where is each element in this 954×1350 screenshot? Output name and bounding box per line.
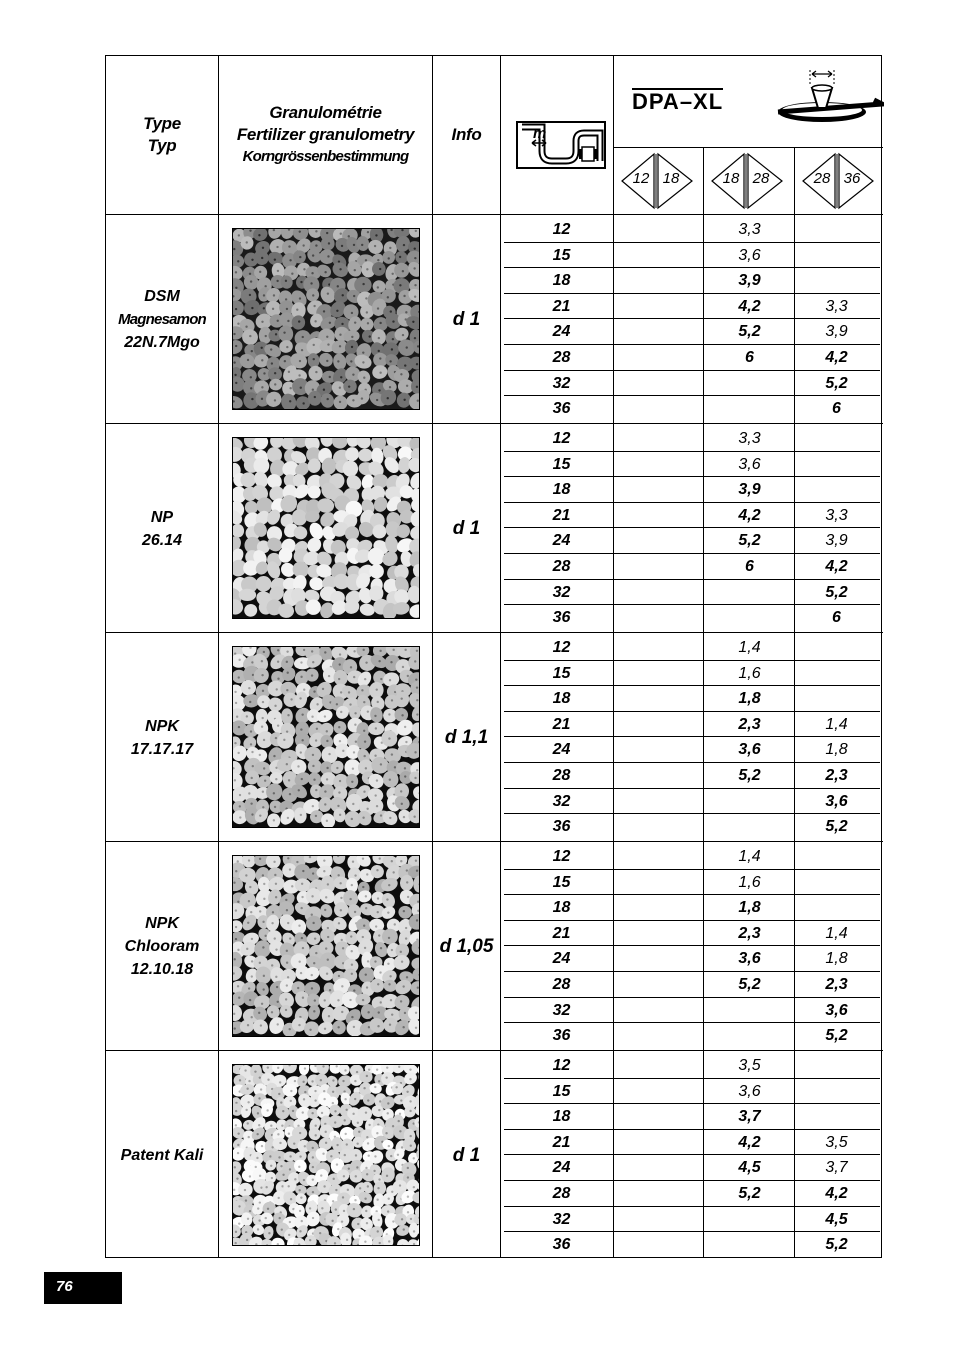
table-row	[504, 554, 880, 578]
setting-28-36: 2,3	[825, 976, 848, 993]
table-row	[504, 452, 880, 476]
working-width: 12	[552, 848, 571, 865]
setting-28-36: 5,2	[825, 583, 848, 601]
setting-28-36: 5,2	[825, 1236, 848, 1254]
table-row	[504, 580, 880, 604]
fertilizer-table	[105, 55, 882, 1258]
vane-right: 28	[752, 170, 770, 187]
setting-28-36: 6	[832, 400, 841, 418]
table-row	[504, 921, 880, 945]
setting-12-18	[619, 1232, 706, 1256]
setting-12-18	[619, 1155, 706, 1179]
product-name-line: 17.17.17	[130, 740, 194, 758]
setting-28-36: 3,5	[825, 1133, 848, 1151]
setting-18-28: 4,2	[738, 297, 761, 315]
setting-12-18	[619, 635, 706, 659]
setting-18-28: 3,6	[738, 950, 761, 968]
vane-set-3	[795, 148, 884, 214]
setting-18-28: 1,4	[738, 639, 761, 656]
tractor-width-icon	[516, 121, 606, 169]
setting-28-36	[793, 268, 880, 292]
setting-28-36: 2,3	[825, 767, 848, 784]
vane-set-1	[614, 148, 703, 214]
product-name-line: NPK	[145, 915, 179, 932]
setting-12-18	[619, 763, 706, 787]
setting-12-18	[619, 580, 706, 604]
setting-18-28	[706, 1023, 793, 1047]
density-info: d 1	[452, 308, 481, 330]
setting-18-28: 1,8	[738, 899, 761, 917]
setting-28-36	[793, 686, 880, 710]
working-width: 21	[552, 715, 571, 733]
table-row	[504, 737, 880, 761]
setting-18-28: 5,2	[738, 323, 761, 341]
setting-18-28: 5,2	[738, 1185, 761, 1202]
setting-28-36	[793, 426, 880, 450]
working-width: 12	[552, 639, 571, 656]
table-row	[504, 1232, 880, 1256]
product-name-line: Patent Kali	[120, 1147, 204, 1164]
setting-18-28	[706, 789, 793, 813]
setting-12-18	[619, 814, 706, 838]
table-row	[504, 1207, 880, 1231]
col-divider	[218, 56, 219, 1257]
type-label-fr: Type	[143, 114, 181, 133]
working-width: 18	[552, 690, 571, 708]
granulometry-label-en: Fertilizer granulometry	[236, 125, 415, 144]
vane-right: 36	[843, 170, 861, 187]
density-info: d 1,05	[439, 935, 494, 957]
type-header	[106, 56, 218, 214]
table-row	[504, 1155, 880, 1179]
setting-18-28: 1,8	[738, 690, 761, 708]
setting-12-18	[619, 921, 706, 945]
table-row	[504, 972, 880, 996]
working-width: 24	[552, 950, 571, 968]
setting-12-18	[619, 686, 706, 710]
table-row	[504, 1181, 880, 1205]
granulometry-label-de: Korngrössenbestimmung	[242, 148, 409, 165]
setting-18-28: 5,2	[738, 532, 761, 550]
setting-12-18	[619, 870, 706, 894]
setting-28-36	[793, 661, 880, 685]
vane-left: 18	[722, 170, 740, 187]
granulometry-label-fr: Granulométrie	[269, 103, 382, 122]
working-width: 21	[552, 924, 571, 942]
setting-18-28: 1,6	[738, 664, 761, 682]
table-row	[504, 477, 880, 501]
working-width: 28	[552, 349, 571, 366]
setting-12-18	[619, 345, 706, 369]
setting-18-28: 1,6	[738, 873, 761, 891]
table-row	[504, 686, 880, 710]
table-row	[504, 763, 880, 787]
setting-12-18	[619, 1079, 706, 1103]
working-width: 32	[552, 1001, 571, 1019]
info-header	[433, 56, 500, 214]
setting-18-28: 4,5	[738, 1159, 761, 1177]
setting-28-36: 3,9	[825, 532, 848, 550]
setting-28-36	[793, 452, 880, 476]
table-row	[504, 946, 880, 970]
dark-granules-photo	[232, 228, 420, 410]
working-width: 24	[552, 323, 571, 341]
table-row	[504, 605, 880, 629]
setting-28-36	[793, 217, 880, 241]
table-row	[504, 661, 880, 685]
setting-18-28: 3,3	[738, 430, 761, 447]
product-name-line: Chlooram	[124, 938, 200, 955]
table-row	[504, 814, 880, 838]
table-row	[504, 371, 880, 395]
working-width: 18	[552, 272, 571, 290]
setting-28-36	[793, 1104, 880, 1128]
vane-left: 28	[813, 170, 831, 187]
table-row	[504, 396, 880, 420]
working-width: 18	[552, 899, 571, 917]
table-row	[504, 243, 880, 267]
brand-label: DPA–XL	[632, 89, 724, 114]
setting-18-28: 3,6	[738, 741, 761, 759]
setting-18-28: 3,9	[738, 272, 761, 290]
table-row	[504, 895, 880, 919]
setting-12-18	[619, 737, 706, 761]
table-row	[504, 345, 880, 369]
setting-28-36: 5,2	[825, 1027, 848, 1045]
setting-28-36: 1,8	[825, 741, 848, 759]
table-row	[504, 789, 880, 813]
working-width: 15	[552, 664, 571, 682]
working-width: 36	[552, 1027, 571, 1045]
working-width: 28	[552, 1185, 571, 1202]
setting-18-28	[706, 371, 793, 395]
setting-18-28: 3,7	[738, 1108, 761, 1126]
setting-28-36	[793, 844, 880, 868]
setting-28-36: 4,2	[825, 558, 848, 575]
working-width: 15	[552, 455, 571, 473]
setting-12-18	[619, 554, 706, 578]
info-label: Info	[451, 125, 482, 144]
setting-28-36: 4,5	[825, 1210, 848, 1228]
working-width: 15	[552, 873, 571, 891]
setting-12-18	[619, 243, 706, 267]
product-name-line: NPK	[145, 717, 179, 735]
setting-12-18	[619, 605, 706, 629]
product-name-line: DSM	[144, 288, 180, 305]
table-row	[504, 294, 880, 318]
product-name	[106, 215, 218, 424]
setting-18-28: 6	[745, 349, 754, 366]
table-row	[504, 217, 880, 241]
working-width: 21	[552, 1133, 571, 1151]
setting-18-28	[706, 396, 793, 420]
setting-12-18	[619, 998, 706, 1022]
table-row	[504, 635, 880, 659]
setting-28-36	[793, 870, 880, 894]
setting-12-18	[619, 1053, 706, 1077]
setting-18-28: 4,2	[738, 506, 761, 524]
table-row	[504, 1104, 880, 1128]
setting-18-28: 3,5	[738, 1057, 761, 1074]
table-row	[504, 1023, 880, 1047]
setting-28-36: 3,3	[825, 297, 848, 315]
spreader-m-label: m	[533, 125, 547, 142]
working-width: 36	[552, 609, 571, 627]
setting-18-28: 4,2	[738, 1133, 761, 1151]
setting-12-18	[619, 217, 706, 241]
working-width: 15	[552, 246, 571, 264]
setting-12-18	[619, 1130, 706, 1154]
setting-28-36	[793, 635, 880, 659]
table-row	[504, 998, 880, 1022]
setting-28-36	[793, 1053, 880, 1077]
setting-28-36: 1,4	[825, 715, 848, 733]
setting-28-36: 3,6	[825, 792, 848, 810]
setting-18-28	[706, 605, 793, 629]
product-name	[106, 633, 218, 842]
setting-18-28: 3,3	[738, 221, 761, 238]
setting-18-28: 3,6	[738, 1082, 761, 1100]
setting-12-18	[619, 503, 706, 527]
setting-18-28	[706, 1207, 793, 1231]
setting-12-18	[619, 1023, 706, 1047]
setting-28-36	[793, 477, 880, 501]
setting-28-36: 5,2	[825, 374, 848, 392]
product-name	[106, 842, 218, 1051]
vane-left: 12	[632, 170, 650, 187]
working-width: 24	[552, 1159, 571, 1177]
setting-12-18	[619, 1104, 706, 1128]
setting-12-18	[619, 972, 706, 996]
working-width: 12	[552, 221, 571, 238]
setting-18-28: 2,3	[738, 715, 761, 733]
setting-12-18	[619, 1181, 706, 1205]
working-width: 32	[552, 792, 571, 810]
speckled-granules-photo	[232, 855, 420, 1037]
setting-18-28: 3,6	[738, 246, 761, 264]
setting-18-28	[706, 814, 793, 838]
setting-28-36	[793, 1079, 880, 1103]
setting-12-18	[619, 452, 706, 476]
setting-12-18	[619, 895, 706, 919]
setting-18-28: 3,9	[738, 481, 761, 499]
working-width: 24	[552, 532, 571, 550]
light-granules-photo	[232, 437, 420, 619]
setting-12-18	[619, 426, 706, 450]
table-row	[504, 268, 880, 292]
setting-28-36: 3,7	[825, 1159, 848, 1177]
vane-set-2	[704, 148, 793, 214]
working-width: 32	[552, 583, 571, 601]
product-name-line: 22N.7Mgo	[124, 334, 200, 351]
working-width: 12	[552, 1057, 571, 1074]
table-row	[504, 319, 880, 343]
setting-12-18	[619, 396, 706, 420]
setting-12-18	[619, 712, 706, 736]
type-label-de: Typ	[147, 136, 177, 155]
product-name	[106, 1051, 218, 1260]
table-row	[504, 844, 880, 868]
setting-18-28: 5,2	[738, 767, 761, 784]
density-info: d 1	[452, 517, 481, 539]
working-width: 21	[552, 506, 571, 524]
working-width: 32	[552, 374, 571, 392]
setting-28-36: 4,2	[825, 1185, 848, 1202]
setting-18-28: 3,6	[738, 455, 761, 473]
setting-28-36: 3,3	[825, 506, 848, 524]
setting-18-28: 5,2	[738, 976, 761, 993]
setting-18-28	[706, 1232, 793, 1256]
working-width: 28	[552, 767, 571, 784]
table-row	[504, 1130, 880, 1154]
setting-12-18	[619, 661, 706, 685]
working-width: 24	[552, 741, 571, 759]
page-number: 76	[44, 1272, 122, 1304]
product-name-line: NP	[150, 508, 174, 526]
setting-12-18	[619, 789, 706, 813]
table-row	[504, 870, 880, 894]
spinner-disc-icon	[774, 68, 884, 134]
table-row	[504, 1053, 880, 1077]
product-name-line: 12.10.18	[130, 961, 194, 978]
setting-28-36: 1,8	[825, 950, 848, 968]
setting-12-18	[619, 294, 706, 318]
product-name-line: 26.14	[141, 531, 183, 549]
setting-28-36: 6	[832, 609, 841, 627]
working-width: 32	[552, 1210, 571, 1228]
setting-12-18	[619, 477, 706, 501]
table-row	[504, 503, 880, 527]
setting-28-36: 1,4	[825, 924, 848, 942]
setting-28-36: 3,6	[825, 1001, 848, 1019]
working-width: 28	[552, 976, 571, 993]
working-width: 28	[552, 558, 571, 575]
product-name	[106, 424, 218, 633]
table-row	[504, 712, 880, 736]
col-divider	[500, 56, 501, 1257]
setting-12-18	[619, 528, 706, 552]
table-row	[504, 528, 880, 552]
working-width: 21	[552, 297, 571, 315]
working-width: 36	[552, 1236, 571, 1254]
speckled-granules-photo	[232, 646, 420, 828]
working-width: 18	[552, 1108, 571, 1126]
setting-18-28: 6	[745, 558, 754, 575]
table-row	[504, 426, 880, 450]
setting-12-18	[619, 1207, 706, 1231]
working-width: 18	[552, 481, 571, 499]
working-width: 12	[552, 430, 571, 447]
setting-28-36	[793, 895, 880, 919]
vane-right: 18	[662, 170, 680, 187]
working-width: 15	[552, 1082, 571, 1100]
density-info: d 1	[452, 1144, 481, 1166]
granulometry-header	[219, 56, 432, 214]
setting-12-18	[619, 946, 706, 970]
setting-12-18	[619, 844, 706, 868]
setting-18-28: 2,3	[738, 924, 761, 942]
setting-12-18	[619, 268, 706, 292]
density-info: d 1,1	[444, 726, 489, 748]
setting-28-36: 4,2	[825, 349, 848, 366]
setting-18-28	[706, 998, 793, 1022]
setting-28-36: 5,2	[825, 818, 848, 836]
setting-12-18	[619, 319, 706, 343]
crystal-granules-photo	[232, 1064, 420, 1246]
working-width: 36	[552, 400, 571, 418]
working-width: 36	[552, 818, 571, 836]
setting-18-28: 1,4	[738, 848, 761, 865]
table-row	[504, 1079, 880, 1103]
setting-12-18	[619, 371, 706, 395]
setting-18-28	[706, 580, 793, 604]
setting-28-36: 3,9	[825, 323, 848, 341]
setting-28-36	[793, 243, 880, 267]
product-name-line: Magnesamon	[118, 311, 206, 328]
